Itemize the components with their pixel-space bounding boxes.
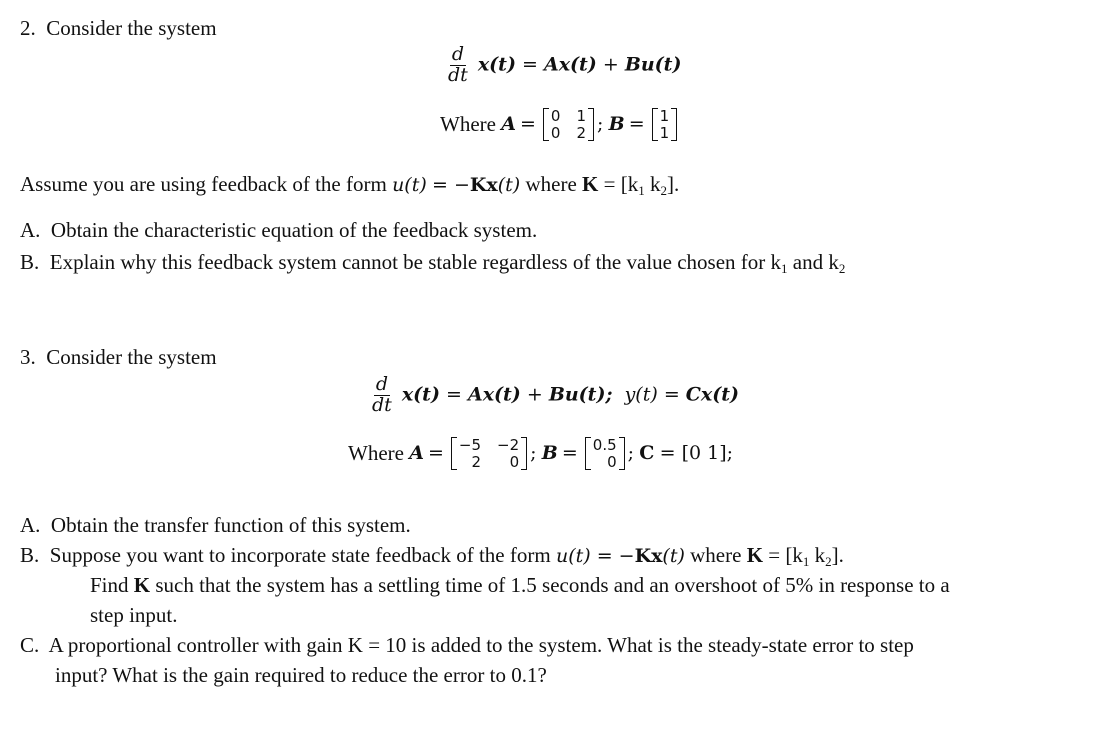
q3-state-equation xyxy=(370,375,739,416)
q3-b-label: B xyxy=(541,442,558,465)
q2-assume-line xyxy=(20,172,679,199)
q2-part-b xyxy=(20,250,845,277)
q3-part-b-end: ]. xyxy=(831,543,844,567)
q2-assume-k: K xyxy=(582,172,599,196)
q2-eq-equals: = xyxy=(522,53,538,76)
q2-b-1: 1 xyxy=(659,107,670,125)
q2-a-22: 2 xyxy=(576,123,586,142)
q2-assume-eq: = − xyxy=(432,174,470,196)
q3-c-label: C xyxy=(639,442,655,465)
q3-eq-y: y(t) xyxy=(624,383,658,406)
q3-title: Consider the system xyxy=(46,345,217,369)
q2-matrices xyxy=(440,108,680,141)
q2-where: Where xyxy=(440,111,496,136)
q2-deriv-num: d xyxy=(451,43,464,65)
q2-assume-kx: Kx xyxy=(469,174,498,196)
q3-part-a xyxy=(20,513,411,538)
q2-eq-lhs: x(t) xyxy=(477,53,516,76)
q2-b-label: B xyxy=(608,113,625,136)
q3-a-equals: = xyxy=(427,442,444,465)
q3-part-b-kx: Kx xyxy=(634,545,663,567)
q3-eq-ax: Ax(t) xyxy=(467,383,521,406)
q2-assume-sub2: 2 xyxy=(660,183,667,198)
q3-part-c xyxy=(20,633,914,658)
q3-part-b-find-k: K xyxy=(133,573,151,597)
q3-part-b-k: K xyxy=(746,543,764,567)
q3-deriv-den: dt xyxy=(372,393,392,416)
q2-part-a-text: Obtain the characteristic equation of the feedback system. xyxy=(50,218,538,242)
q3-part-c-text-2: input? What is the gain required to reduce the error to 0.1? xyxy=(55,663,547,687)
q3-part-b-t: (t) xyxy=(662,545,685,567)
q3-a-12: −2 xyxy=(497,436,520,454)
q3-part-b-where: where xyxy=(684,543,747,567)
q3-b-1: 0.5 xyxy=(592,436,617,454)
q2-eq-plus: + xyxy=(602,53,619,76)
q2-title: Consider the system xyxy=(46,16,217,40)
q2-part-b-text: Explain why this feedback system cannot be stable regardless of the value chosen for k xyxy=(49,250,782,274)
q3-part-b-keq: = [k xyxy=(763,543,803,567)
q2-eq-ax: Ax(t) xyxy=(543,53,597,76)
q3-part-b-eq: = − xyxy=(590,545,635,567)
q2-deriv-den: dt xyxy=(448,63,468,86)
q3-b-equals: = xyxy=(561,442,578,465)
q2-b-2: 1 xyxy=(659,123,670,142)
q2-assume-text: Assume you are using feedback of the form xyxy=(20,172,387,196)
q2-state-equation xyxy=(446,45,681,86)
q3-part-c-label: C. xyxy=(20,633,40,657)
q2-number: 2. xyxy=(20,16,36,40)
q2-part-b-label: B. xyxy=(20,250,40,274)
q2-assume-keq: = [k xyxy=(603,172,639,196)
q2-part-b-sub1: 1 xyxy=(781,261,788,276)
q3-derivative xyxy=(370,375,394,416)
q3-c-value: = [0 1]; xyxy=(659,442,734,465)
q2-part-b-and: and k xyxy=(787,250,839,274)
q3-part-b-find-text: such that the system has a settling time of 1.5 seconds and an overshoot of 5% in response to a xyxy=(155,573,950,597)
q3-deriv-num: d xyxy=(375,373,388,395)
q3-eq-plus: + xyxy=(526,383,543,406)
q3-part-b-label: B. xyxy=(20,543,40,567)
q3-part-b-u: u(t) xyxy=(555,545,591,567)
q3-matrix-a xyxy=(451,437,527,470)
q2-heading xyxy=(20,16,217,41)
q3-matrix-b xyxy=(585,437,625,470)
q3-part-b-find-line2 xyxy=(90,603,178,628)
q3-part-b-find-line1 xyxy=(90,573,950,598)
q2-a-label: A xyxy=(501,113,516,136)
q3-part-b xyxy=(20,543,844,570)
q2-matrix-b xyxy=(652,108,678,141)
q3-part-b-text: Suppose you want to incorporate state feedback of the form xyxy=(49,543,551,567)
q3-a-11: −5 xyxy=(458,436,482,454)
q3-number: 3. xyxy=(20,345,36,369)
q3-part-b-sub2: 2 xyxy=(825,554,832,569)
q3-a-label: A xyxy=(409,442,424,465)
q2-a-21: 0 xyxy=(550,123,561,142)
q3-part-b-sub1: 1 xyxy=(802,554,810,569)
q3-eq-equals-2: = xyxy=(663,383,680,406)
q2-b-equals: = xyxy=(628,113,645,136)
q2-semicolon: ; xyxy=(596,113,604,136)
q3-part-b-k2: k xyxy=(809,543,826,567)
q3-part-a-label: A. xyxy=(20,513,41,537)
q2-a-equals: = xyxy=(519,113,536,136)
q2-part-b-sub2: 2 xyxy=(838,261,846,276)
q2-a-11: 0 xyxy=(550,107,561,125)
q3-where: Where xyxy=(348,440,404,465)
q3-eq-lhs: x(t) xyxy=(401,383,440,406)
q3-part-c-text-1: A proportional controller with gain K = 10 is added to the system. What is the steady-state error to step xyxy=(48,633,914,657)
q3-part-c-line2 xyxy=(55,663,547,688)
q2-assume-k2: k xyxy=(644,172,661,196)
q3-a-21: 2 xyxy=(471,452,482,471)
q3-part-a-text: Obtain the transfer function of this system. xyxy=(50,513,411,537)
q2-eq-bu: Bu(t) xyxy=(624,53,682,76)
q3-part-b-step-input: step input. xyxy=(90,603,178,627)
q2-matrix-a xyxy=(543,108,594,141)
q3-part-b-find: Find xyxy=(90,573,129,597)
q3-matrices xyxy=(348,437,733,470)
q2-a-12: 1 xyxy=(576,107,586,125)
q3-semicolon-2: ; xyxy=(627,442,635,465)
q3-heading xyxy=(20,345,217,370)
q3-eq-cx: Cx(t) xyxy=(685,383,739,406)
q2-part-a-label: A. xyxy=(20,218,41,242)
q3-semicolon-1: ; xyxy=(530,442,537,465)
q2-assume-u: u(t) xyxy=(392,174,427,196)
q3-eq-equals: = xyxy=(446,383,462,406)
q2-derivative xyxy=(446,45,470,86)
q2-part-a xyxy=(20,218,537,243)
q2-assume-t: (t) xyxy=(497,174,521,196)
q3-b-2: 0 xyxy=(607,452,617,471)
q2-assume-end: ]. xyxy=(666,172,680,196)
q2-assume-where: where xyxy=(525,172,577,196)
q3-eq-bu: Bu(t); xyxy=(548,383,613,406)
q2-assume-sub1: 1 xyxy=(638,183,645,198)
q3-a-22: 0 xyxy=(509,452,520,471)
